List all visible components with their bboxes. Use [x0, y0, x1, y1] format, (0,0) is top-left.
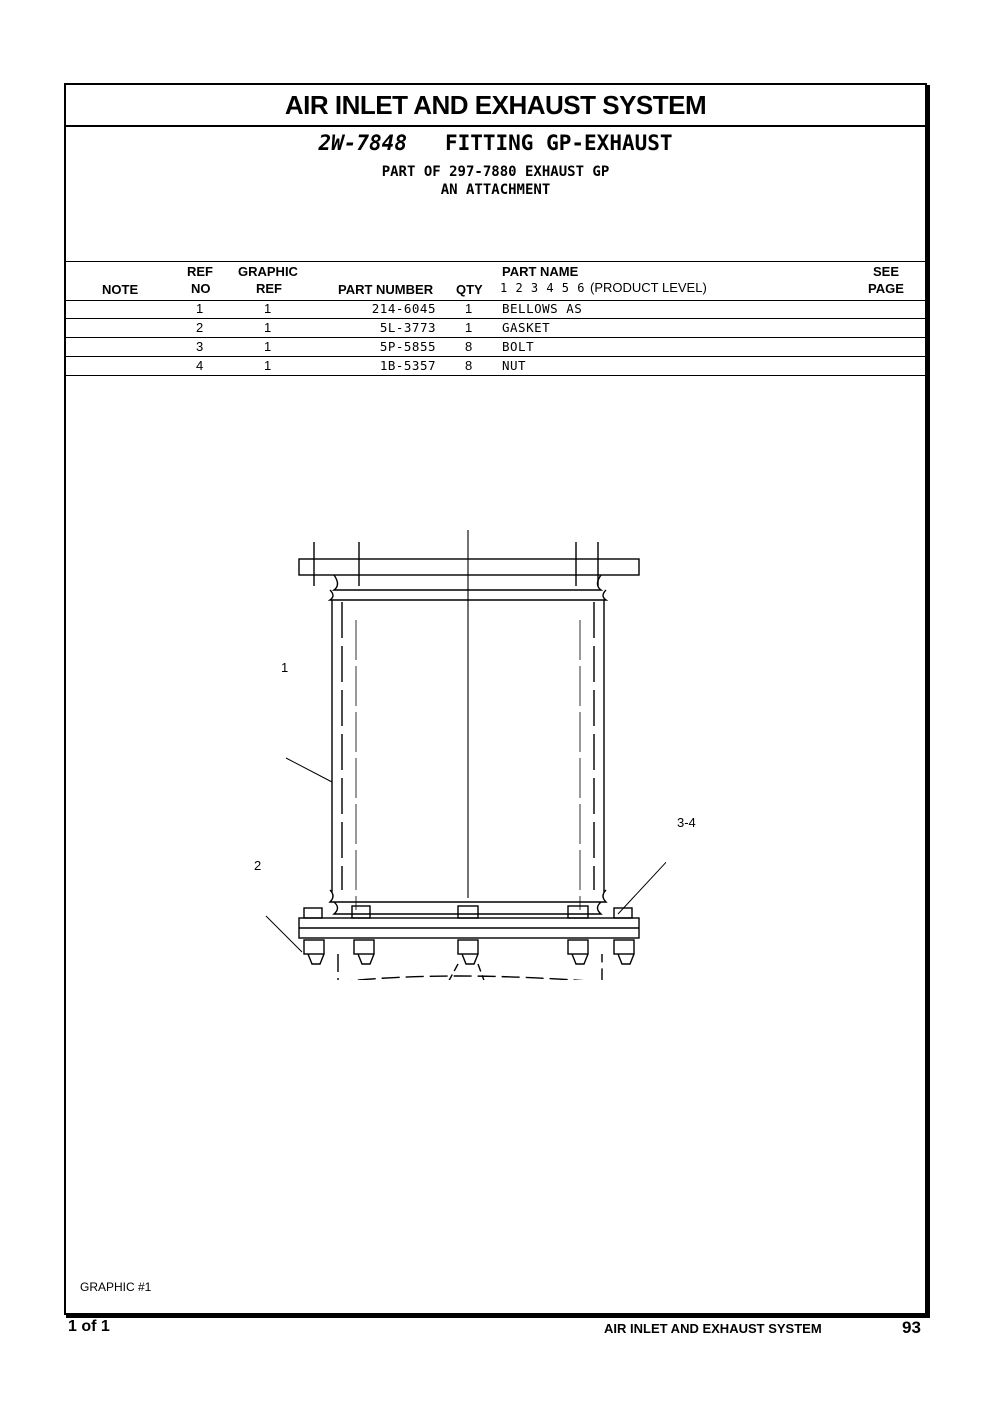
row-part-name: GASKET [502, 320, 551, 335]
page-frame [64, 83, 927, 1315]
group-name: FITTING GP-EXHAUST [444, 131, 673, 155]
product-level-label: (PRODUCT LEVEL) [590, 280, 707, 295]
row-part-name: NUT [502, 358, 527, 373]
row-graphic: 1 [264, 320, 272, 335]
row-part-number: 1B-5357 [379, 358, 436, 373]
row-graphic: 1 [264, 301, 272, 316]
row-part-number: 214-6045 [371, 301, 436, 316]
footer-section: AIR INLET AND EXHAUST SYSTEM [604, 1321, 822, 1336]
col-graphic-bottom: REF [256, 281, 282, 296]
row-graphic: 1 [264, 339, 272, 354]
page-number: 93 [902, 1318, 921, 1337]
table-row [66, 357, 925, 376]
attachment-text: AN ATTACHMENT [440, 182, 551, 198]
page-count: 1 of 1 [68, 1318, 110, 1335]
group-heading [66, 129, 925, 157]
row-qty: 1 [465, 320, 473, 335]
row-qty: 8 [465, 358, 473, 373]
col-note: NOTE [102, 282, 139, 297]
row-ref: 3 [196, 339, 204, 354]
row-ref: 1 [196, 301, 204, 316]
callout-2: 2 [254, 858, 262, 873]
row-ref: 4 [196, 358, 204, 373]
callout-1: 1 [281, 660, 289, 675]
table-header [66, 261, 925, 301]
col-part-name: PART NAME [502, 264, 579, 279]
row-part-number: 5P-5855 [379, 339, 436, 354]
row-part-number: 5L-3773 [379, 320, 436, 335]
col-part-number: PART NUMBER [338, 282, 434, 297]
part-of-text: PART OF 297-7880 EXHAUST GP [381, 164, 610, 180]
callout-3-4: 3-4 [677, 815, 696, 830]
row-qty: 1 [465, 301, 473, 316]
table-row [66, 338, 925, 357]
row-part-name: BELLOWS AS [502, 301, 583, 316]
page-title: AIR INLET AND EXHAUST SYSTEM [66, 85, 925, 127]
graphic-caption: GRAPHIC #1 [80, 1280, 152, 1294]
table-row [66, 319, 925, 338]
col-see-top: SEE [873, 264, 900, 279]
row-ref: 2 [196, 320, 204, 335]
row-qty: 8 [465, 339, 473, 354]
row-graphic: 1 [264, 358, 272, 373]
col-see-bottom: PAGE [868, 281, 904, 296]
product-levels: 1 2 3 4 5 6 [500, 281, 585, 295]
col-ref-top: REF [187, 264, 213, 279]
exhaust-fitting-drawing [246, 530, 666, 980]
row-part-name: BOLT [502, 339, 535, 354]
group-number: 2W-7848 [318, 131, 407, 155]
col-qty: QTY [456, 282, 483, 297]
col-graphic-top: GRAPHIC [238, 264, 298, 279]
col-ref-bottom: NO [191, 281, 211, 296]
table-row [66, 300, 925, 319]
